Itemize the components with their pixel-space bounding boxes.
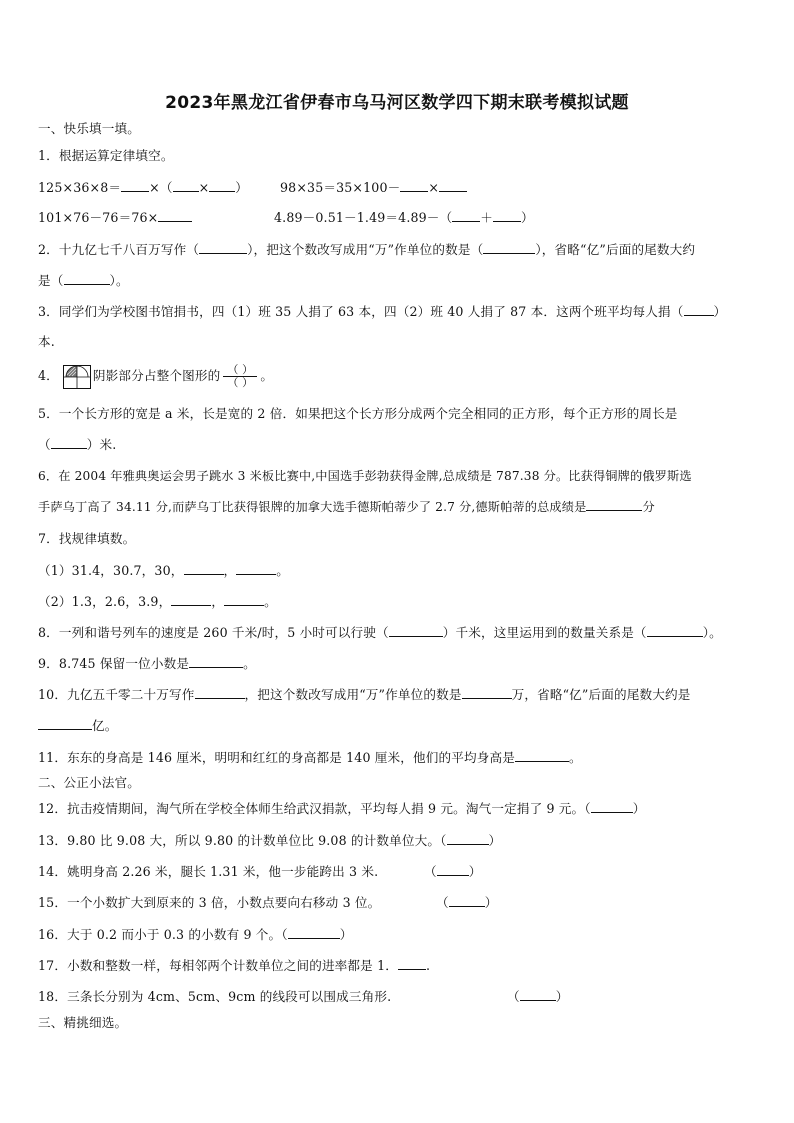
answer-blank[interactable]	[236, 563, 276, 575]
question-18: 18．三条长分别为 4cm、5cm、9cm 的线段可以围成三角形.	[38, 989, 392, 1004]
question-17: 17．小数和整数一样，每相邻两个计数单位之间的进率都是 1． .	[38, 958, 431, 973]
answer-blank[interactable]	[224, 594, 264, 606]
question-15-answer: （ ）	[436, 895, 498, 910]
question-8: 8．一列和谐号列车的速度是 260 千米/时，5 小时可以行驶（ ）千米，这里运用到的数量关系是（ ）。	[38, 625, 722, 640]
question-15: 15．一个小数扩大到原来的 3 倍，小数点要向右移动 3 位。	[38, 895, 381, 910]
shaded-rectangle-figure	[63, 365, 91, 389]
answer-blank[interactable]	[398, 958, 426, 970]
answer-blank[interactable]	[199, 242, 247, 254]
question-10-cont: 亿。	[38, 718, 118, 734]
answer-blank[interactable]	[684, 304, 714, 316]
question-1-line-d: 4.89－0.51－1.49＝4.89－（ ＋ ）	[274, 210, 534, 225]
answer-blank[interactable]	[400, 180, 428, 192]
question-14: 14．姚明身高 2.26 米，腿长 1.31 米，他一步能跨出 3 米.	[38, 864, 379, 879]
answer-blank[interactable]	[647, 625, 703, 637]
section-heading-2: 二、公正小法官。	[38, 775, 140, 790]
question-9: 9．8.745 保留一位小数是 。	[38, 656, 256, 671]
section-heading-3: 三、精挑细选。	[38, 1015, 128, 1030]
answer-blank[interactable]	[189, 656, 243, 668]
answer-blank[interactable]	[452, 210, 480, 222]
answer-blank[interactable]	[64, 273, 110, 285]
answer-blank[interactable]	[437, 864, 469, 876]
page-title: 2023年黑龙江省伊春市乌马河区数学四下期末联考模拟试题	[165, 93, 629, 113]
question-1-line-a: 125×36×8＝ ×（ × ）	[38, 180, 249, 195]
question-18-answer: （ ）	[507, 989, 569, 1004]
question-6: 6．在 2004 年雅典奥运会男子跳水 3 米板比赛中,中国选手彭勃获得金牌,总成绩是 787.38 分。比获得铜牌的俄罗斯选	[38, 469, 692, 483]
question-2-cont: 是（ ）。	[38, 273, 129, 288]
question-1-line-b: 98×35＝35×100－ ×	[280, 180, 467, 196]
answer-blank[interactable]	[121, 180, 149, 192]
answer-blank[interactable]	[209, 180, 235, 192]
question-2: 2．十九亿七千八百万写作（ ），把这个数改写成用“万”作单位的数是（ ），省略“亿”后面的尾数大约	[38, 242, 696, 257]
answer-blank[interactable]	[449, 895, 485, 907]
question-7-heading: 7．找规律填数。	[38, 531, 136, 546]
answer-blank[interactable]	[38, 718, 92, 730]
question-14-answer: （ ）	[424, 864, 482, 879]
answer-blank[interactable]	[171, 594, 211, 606]
question-16: 16．大于 0.2 而小于 0.3 的小数有 9 个。（ ）	[38, 927, 353, 942]
answer-blank[interactable]	[515, 750, 569, 762]
question-7-part-2: （2）1.3，2.6，3.9， ， 。	[38, 594, 277, 609]
answer-blank[interactable]	[447, 833, 489, 845]
answer-blank[interactable]	[51, 437, 87, 449]
answer-blank[interactable]	[288, 927, 340, 939]
question-3: 3．同学们为学校图书馆捐书，四（1）班 35 人捐了 63 本，四（2）班 40 人捐了 87 本．这两个班平均每人捐（ ）	[38, 304, 727, 319]
question-3-cont: 本.	[38, 334, 55, 349]
question-4: 4． 阴影部分占整个图形的 $\frac{( )}{( )}$ 。	[38, 363, 274, 389]
question-5-cont: （ ）米.	[38, 437, 117, 452]
answer-blank[interactable]	[184, 563, 224, 575]
question-1-line-c: 101×76－76＝76×	[38, 210, 192, 226]
question-1-heading: 1．根据运算定律填空。	[38, 148, 174, 163]
section-heading-1: 一、快乐填一填。	[38, 121, 140, 136]
question-12: 12．抗击疫情期间，淘气所在学校全体师生给武汉捐款，平均每人捐 9 元。淘气一定捐了 9 元。（ ）	[38, 801, 646, 816]
question-11: 11．东东的身高是 146 厘米，明明和红红的身高都是 140 厘米，他们的平均身高是 。	[38, 750, 582, 765]
answer-blank[interactable]	[173, 180, 199, 192]
question-7-part-1: （1）31.4，30.7，30， ， 。	[38, 563, 289, 578]
question-5: 5．一个长方形的宽是 a 米，长是宽的 2 倍．如果把这个长方形分成两个完全相同的正方形，每个正方形的周长是	[38, 406, 678, 421]
answer-blank[interactable]	[493, 210, 521, 222]
answer-blank[interactable]	[195, 687, 245, 699]
fraction-answer[interactable]: $\frac{( )}{( )}$	[223, 364, 257, 389]
answer-blank[interactable]	[520, 989, 556, 1001]
answer-blank[interactable]	[591, 801, 633, 813]
answer-blank[interactable]	[389, 625, 443, 637]
answer-blank[interactable]	[586, 499, 642, 511]
question-10: 10．九亿五千零二十万写作 ，把这个数改写成用“万”作单位的数是 万，省略“亿”后面的尾数大约是	[38, 687, 691, 702]
question-13: 13．9.80 比 9.08 大，所以 9.80 的计数单位比 9.08 的计数单位大。（ ）	[38, 833, 502, 848]
answer-blank[interactable]	[439, 180, 467, 192]
answer-blank[interactable]	[158, 210, 192, 222]
answer-blank[interactable]	[462, 687, 512, 699]
question-6-cont: 手萨乌丁高了 34.11 分,而萨乌丁比获得银牌的加拿大选手德斯帕蒂少了 2.7 分,德斯帕蒂的总成绩是 分	[38, 500, 655, 514]
answer-blank[interactable]	[483, 242, 535, 254]
